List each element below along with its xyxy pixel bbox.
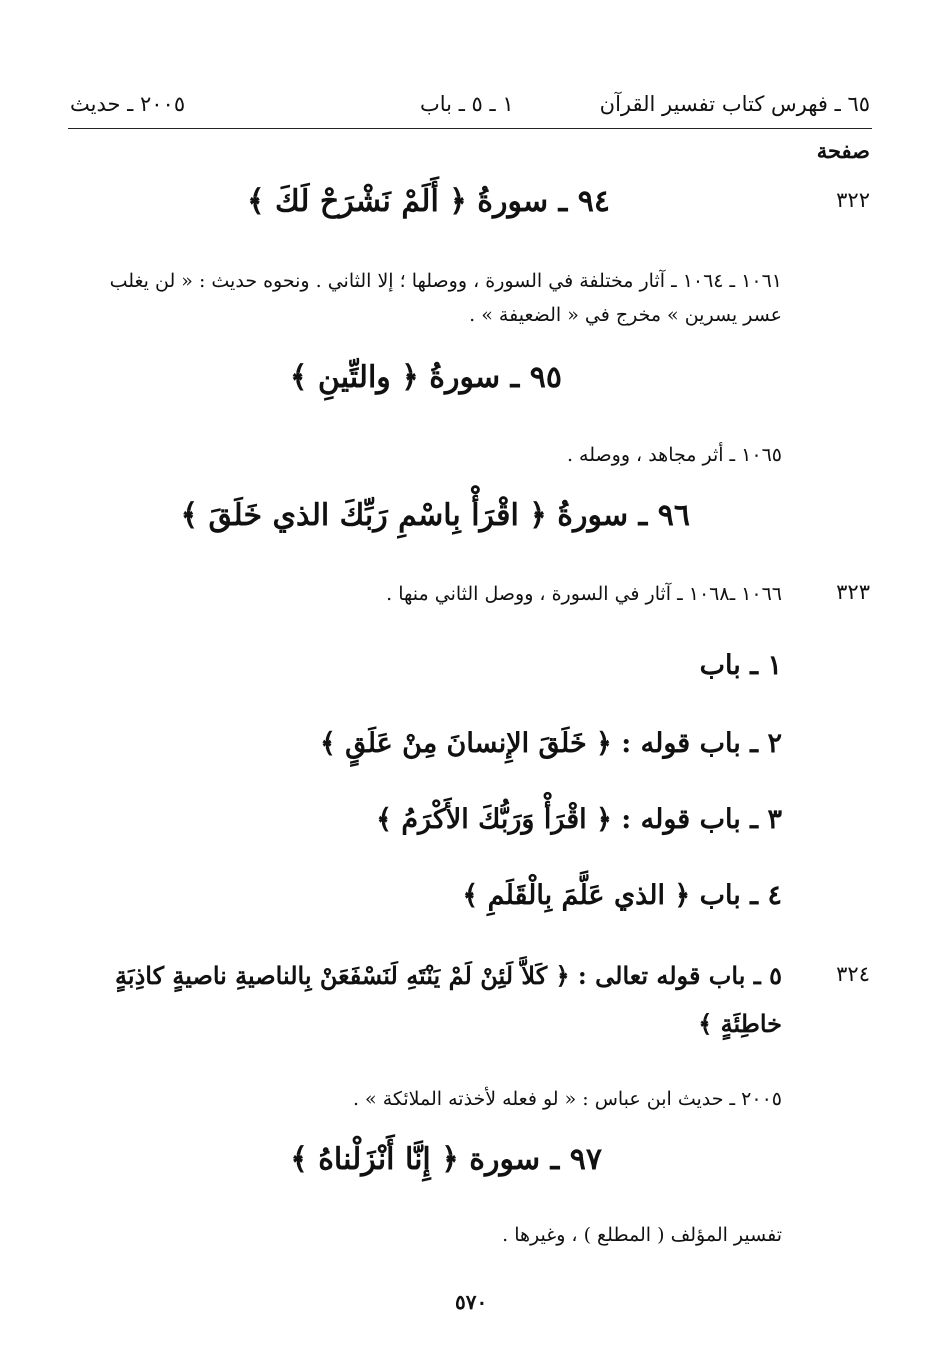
item-1061-1064: ١٠٦١ ـ ١٠٦٤ ـ آثار مختلفة في السورة ، ووصلها ؛ إلا الثاني . ونحوه حديث : « لن يغلب عسر يسرين » مخرج في « الضعيفة » . [109, 270, 782, 326]
page-ref-322: ٣٢٢ [836, 188, 870, 212]
footer-page-number: ٥٧٠ [455, 1290, 488, 1314]
bab-4: ٤ ـ باب ﴿ الذي عَلَّمَ بِالْقَلَمِ ﴾ [462, 880, 782, 911]
header-rule [68, 128, 872, 129]
sura-94-heading: ٩٤ ـ سورةُ ﴿ أَلَمْ نَشْرَحْ لَكَ ﴾ [246, 184, 610, 219]
sura-97-heading: ٩٧ ـ سورة ﴿ إِنَّا أَنْزَلْناهُ ﴾ [290, 1142, 602, 1177]
item-1065: ١٠٦٥ ـ أثر مجاهد ، ووصله . [566, 444, 782, 466]
page-ref-323: ٣٢٣ [836, 580, 870, 604]
hadith-2005: ٢٠٠٥ ـ حديث ابن عباس : « لو فعله لأخذته الملائكة » . [352, 1088, 782, 1110]
bab-2: ٢ ـ باب قوله : ﴿ خَلَقَ الإِنسانَ مِنْ عَلَقٍ ﴾ [319, 728, 782, 759]
item-1066-1068: ١٠٦٦ ـ١٠٦٨ ـ آثار في السورة ، ووصل الثاني منها . [386, 583, 782, 605]
page-column-label: صفحة [816, 138, 870, 163]
sura-95-heading: ٩٥ ـ سورةُ ﴿ والتِّينِ ﴾ [289, 360, 562, 395]
page-ref-324: ٣٢٤ [836, 962, 870, 986]
sura-96-heading: ٩٦ ـ سورةُ ﴿ اقْرَأْ بِاسْمِ رَبِّكَ الذي خَلَقَ ﴾ [180, 498, 690, 533]
bab-3: ٣ ـ باب قوله : ﴿ اقْرَأْ وَرَبُّكَ الأَكْرَمُ ﴾ [376, 804, 782, 835]
header-right-title: ٦٥ ـ فهرس كتاب تفسير القرآن [599, 92, 870, 116]
header-left-hadith: ٢٠٠٥ ـ حديث [70, 92, 186, 116]
tafsir-note: تفسير المؤلف ( المطلع ) ، وغيرها . [502, 1224, 782, 1246]
bab-5: ٥ ـ باب قوله تعالى : ﴿ كَلاَّ لَئِنْ لَمْ يَنْتَهِ لَنَسْفَعَنْ بِالناصيةِ ناصيةٍ كاذِبَةٍ خاطِئَةٍ ﴾ [115, 961, 782, 1038]
header-center-section: ١ ـ ٥ ـ باب [420, 92, 514, 116]
bab-1: ١ ـ باب [699, 650, 782, 681]
